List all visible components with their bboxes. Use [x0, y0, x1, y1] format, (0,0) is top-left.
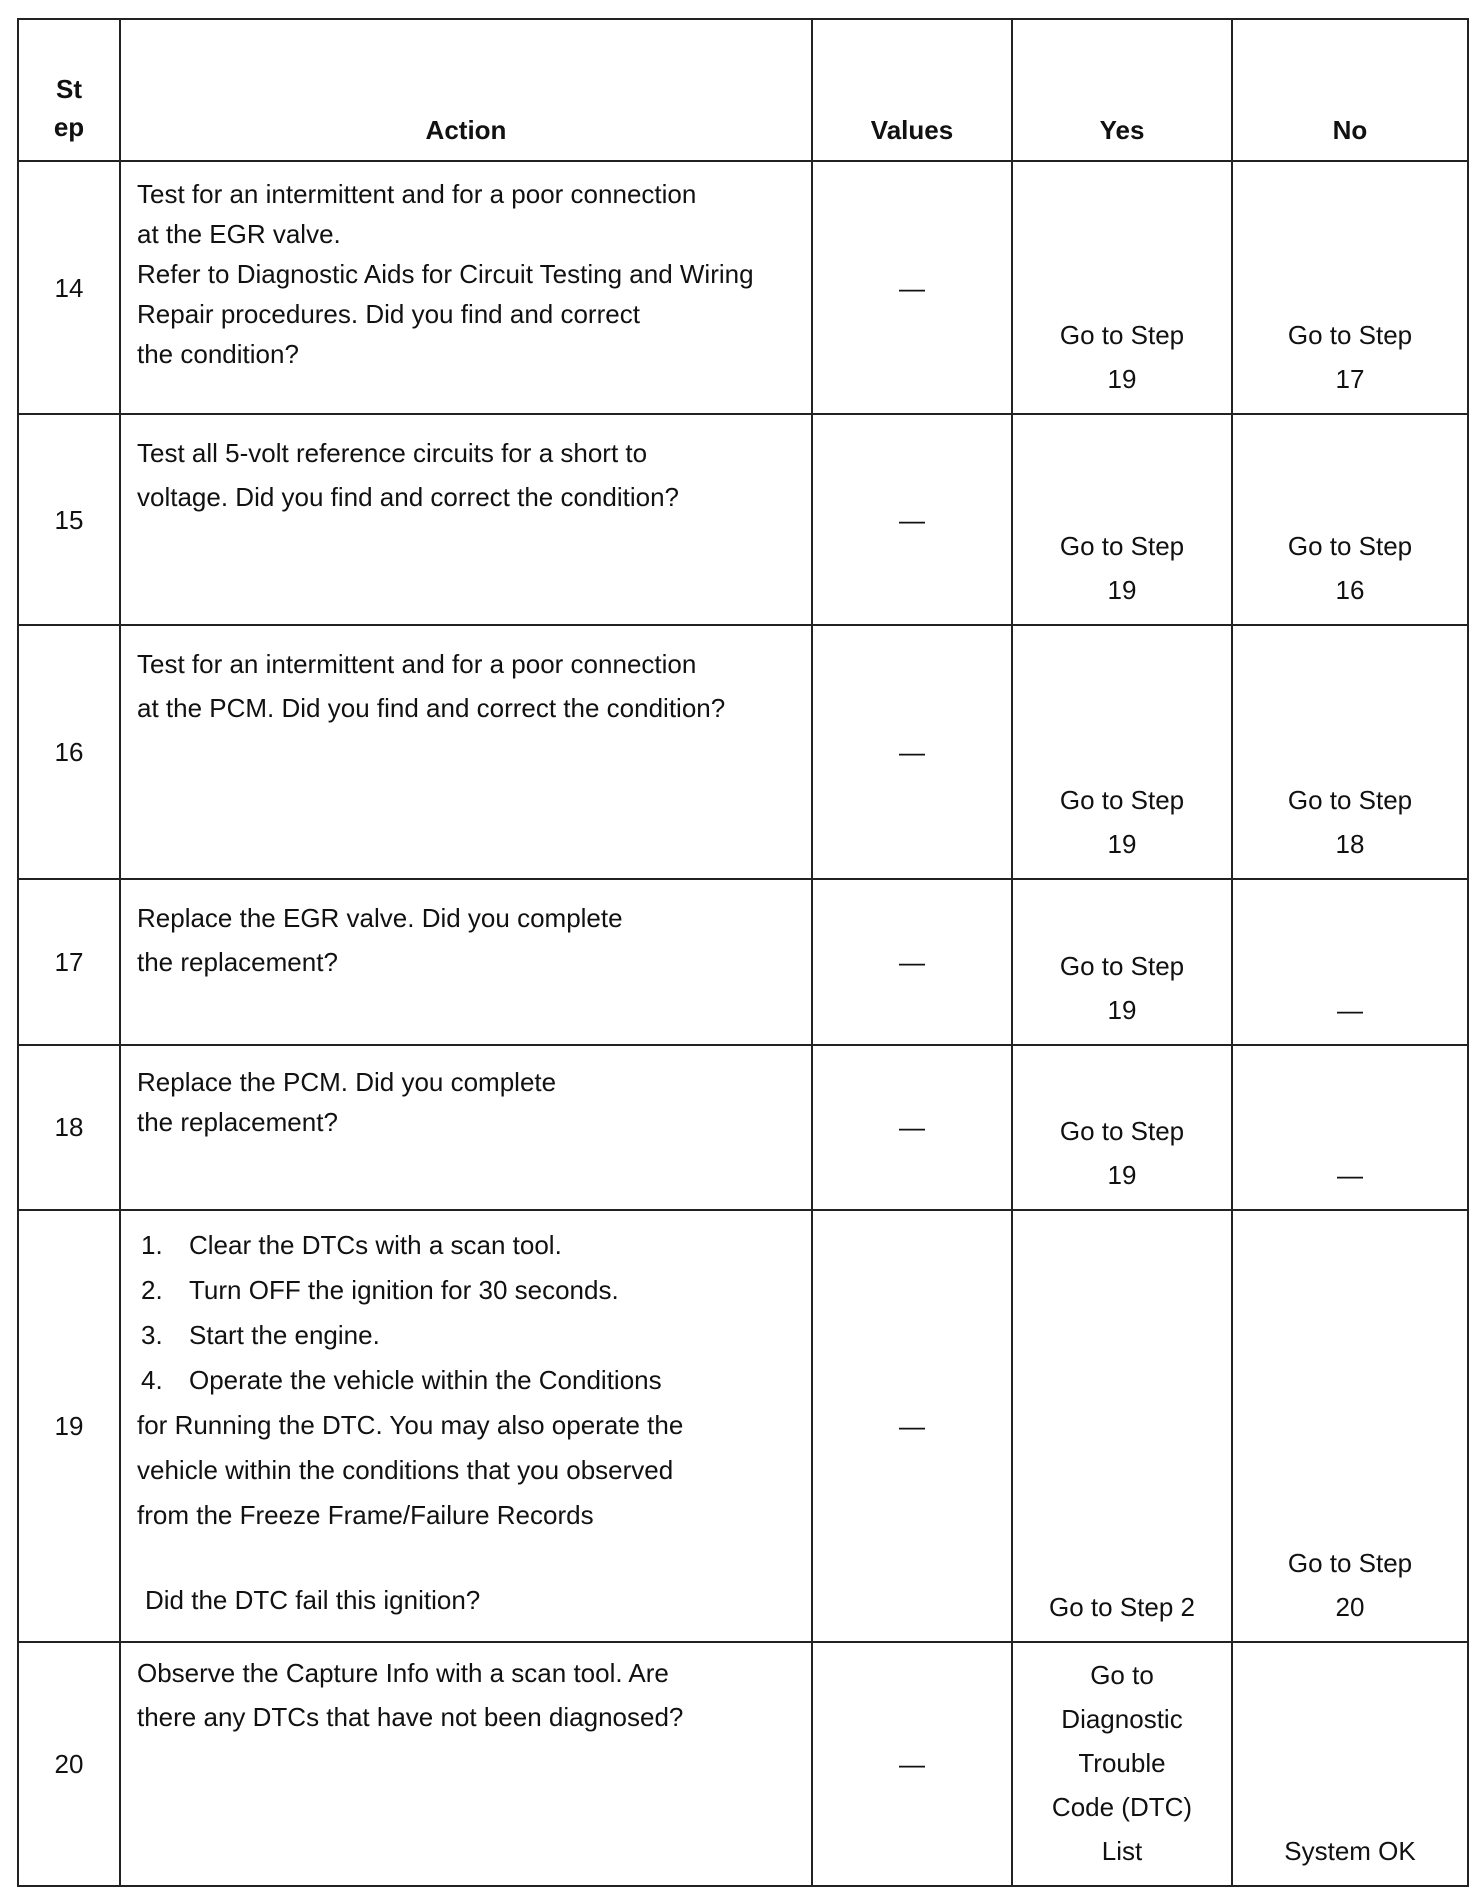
- yes-line: List: [1101, 1836, 1143, 1866]
- action-line: the replacement?: [137, 947, 338, 978]
- action-cell: [120, 161, 812, 414]
- header-row: [18, 19, 1468, 161]
- action-line: voltage. Did you find and correct the condition?: [137, 482, 680, 513]
- value-cell: —: [812, 879, 1012, 1044]
- step-number: 16: [18, 625, 120, 879]
- yes-line: 19: [1107, 994, 1137, 1025]
- yes-cell: [1012, 1642, 1232, 1886]
- step-number: 15: [18, 414, 120, 624]
- no-line: —: [1337, 994, 1363, 1025]
- action-line: Test for an intermittent and for a poor connection: [137, 648, 697, 679]
- yes-line: 19: [1107, 1159, 1137, 1190]
- yes-cell: [1012, 1045, 1232, 1210]
- header-step: [18, 19, 120, 161]
- yes-cell: [1012, 414, 1232, 624]
- no-cell: [1232, 1642, 1468, 1886]
- step-number: 17: [18, 879, 120, 1044]
- action-line: Observe the Capture Info with a scan tool. Are: [137, 1657, 669, 1688]
- no-cell: [1232, 414, 1468, 624]
- list-item: [137, 1313, 795, 1358]
- no-cell: [1232, 1210, 1468, 1642]
- table-row: [18, 161, 1468, 414]
- yes-line: 19: [1107, 574, 1137, 605]
- yes-line: Go to Step: [1059, 1115, 1185, 1146]
- yes-line: 19: [1107, 829, 1137, 860]
- table-row: [18, 414, 1468, 624]
- no-line: 17: [1335, 364, 1365, 395]
- table-row: [18, 879, 1468, 1044]
- yes-line: Code (DTC): [1051, 1792, 1193, 1822]
- table-row: [18, 625, 1468, 879]
- no-cell: [1232, 1045, 1468, 1210]
- yes-line: Go to Step: [1059, 785, 1185, 816]
- action-cell: [120, 1210, 812, 1642]
- value-cell: —: [812, 1642, 1012, 1886]
- value-cell: —: [812, 625, 1012, 879]
- value-cell: —: [812, 161, 1012, 414]
- step-number: 14: [18, 161, 120, 414]
- list-item: [137, 1358, 795, 1403]
- action-line: the replacement?: [137, 1106, 338, 1137]
- action-line: the condition?: [137, 339, 299, 369]
- step-number: 19: [18, 1210, 120, 1642]
- no-cell: [1232, 625, 1468, 879]
- no-line: —: [1337, 1159, 1363, 1190]
- value-cell: —: [812, 1045, 1012, 1210]
- no-line: Go to Step: [1287, 1547, 1413, 1578]
- value-cell: —: [812, 414, 1012, 624]
- action-line: vehicle within the conditions that you observed: [137, 1454, 674, 1485]
- action-line: at the PCM. Did you find and correct the condition?: [137, 692, 726, 723]
- no-cell: [1232, 879, 1468, 1044]
- yes-line: Go to Step: [1059, 320, 1185, 351]
- no-line: System OK: [1284, 1836, 1416, 1866]
- action-cell: [120, 414, 812, 624]
- action-cell: [120, 1045, 812, 1210]
- step-number: 20: [18, 1642, 120, 1886]
- action-cell: [120, 1642, 812, 1886]
- no-line: 16: [1335, 574, 1365, 605]
- list-number: 1.: [141, 1229, 163, 1260]
- yes-line: 19: [1107, 364, 1137, 395]
- action-line: Repair procedures. Did you find and correct: [137, 299, 640, 329]
- yes-line: Go to Step: [1059, 950, 1185, 981]
- yes-line: Go to Step 2: [1049, 1591, 1195, 1622]
- header-values: Values: [812, 19, 1012, 161]
- list-item: [137, 1223, 795, 1268]
- no-line: Go to Step: [1287, 320, 1413, 351]
- list-text: Start the engine.: [189, 1319, 380, 1350]
- list-text: Clear the DTCs with a scan tool.: [189, 1229, 562, 1260]
- yes-cell: [1012, 625, 1232, 879]
- header-step-label: St ep: [53, 74, 85, 142]
- no-line: 18: [1335, 829, 1365, 860]
- header-yes: Yes: [1012, 19, 1232, 161]
- list-number: 4.: [141, 1364, 163, 1395]
- action-line: there any DTCs that have not been diagnosed?: [137, 1701, 684, 1732]
- header-no: No: [1232, 19, 1468, 161]
- no-line: Go to Step: [1287, 530, 1413, 561]
- action-line: Test all 5-volt reference circuits for a short to: [137, 438, 648, 469]
- action-line: Test for an intermittent and for a poor connection: [137, 179, 697, 209]
- no-line: Go to Step: [1287, 785, 1413, 816]
- action-cell: [120, 879, 812, 1044]
- action-line: Replace the PCM. Did you complete: [137, 1066, 557, 1097]
- header-action: Action: [120, 19, 812, 161]
- action-line: Refer to Diagnostic Aids for Circuit Testing and Wiring: [137, 259, 754, 289]
- diagnostic-table: [17, 18, 1469, 1887]
- spacer: [137, 1538, 795, 1578]
- list-number: 2.: [141, 1274, 163, 1305]
- yes-line: Go to: [1090, 1660, 1154, 1690]
- yes-line: Go to Step: [1059, 530, 1185, 561]
- yes-line: Diagnostic: [1061, 1704, 1183, 1734]
- table-row: [18, 1210, 1468, 1642]
- action-cell: [120, 625, 812, 879]
- yes-line: Trouble: [1078, 1748, 1166, 1778]
- list-number: 3.: [141, 1319, 163, 1350]
- action-line: at the EGR valve.: [137, 219, 341, 249]
- table-row: [18, 1045, 1468, 1210]
- list-text: Turn OFF the ignition for 30 seconds.: [189, 1274, 619, 1305]
- step-number: 18: [18, 1045, 120, 1210]
- value-cell: —: [812, 1210, 1012, 1642]
- yes-cell: [1012, 879, 1232, 1044]
- list-item: [137, 1268, 795, 1313]
- no-cell: [1232, 161, 1468, 414]
- action-line: Replace the EGR valve. Did you complete: [137, 903, 623, 934]
- list-text: Operate the vehicle within the Conditions: [189, 1364, 662, 1395]
- no-line: 20: [1335, 1591, 1365, 1622]
- action-question: Did the DTC fail this ignition?: [145, 1584, 481, 1615]
- yes-cell: [1012, 161, 1232, 414]
- yes-cell: [1012, 1210, 1232, 1642]
- action-line: for Running the DTC. You may also operate the: [137, 1409, 684, 1440]
- action-line: from the Freeze Frame/Failure Records: [137, 1499, 594, 1530]
- table-row: [18, 1642, 1468, 1886]
